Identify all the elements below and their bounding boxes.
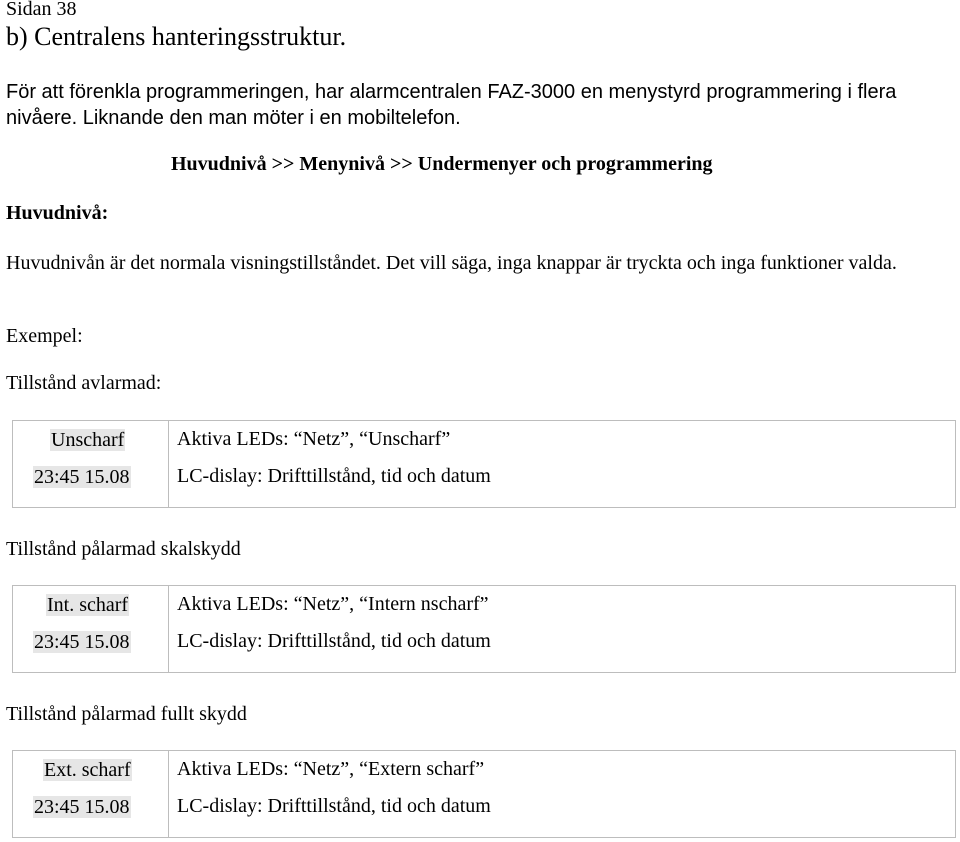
display-line-status: Unscharf [51,429,125,451]
state-label: Tillstånd pålarmad skalskydd [6,538,241,560]
state-box-internal-armed [12,585,956,673]
state-box-external-armed [12,750,956,838]
page-number: Sidan 38 [6,0,77,20]
state-label: Tillstånd avlarmad: [6,372,162,394]
display-line-time: 23:45 15.08 [34,466,130,488]
display-line-status: Ext. scharf [44,759,131,781]
navigation-path: Huvudnivå >> Menynivå >> Undermenyer och programmering [171,153,713,175]
led-info: Aktiva LEDs: “Netz”, “Unscharf” [177,428,451,450]
display-line-time: 23:45 15.08 [34,796,130,818]
lcd-info: LC-dislay: Drifttillstånd, tid och datum [177,465,491,487]
display-line-time: 23:45 15.08 [34,631,130,653]
level-heading: Huvudnivå: [6,202,109,224]
state-label: Tillstånd pålarmad fullt skydd [6,703,247,725]
column-divider [168,421,169,507]
intro-paragraph: För att förenkla programmeringen, har alarmcentralen FAZ-3000 en menystyrd programmering i flera nivåere. Liknande den man möter i en mobiltelefon. [6,81,897,129]
state-box-disarmed [12,420,956,508]
level-description: Huvudnivån är det normala visningstillståndet. Det vill säga, inga knappar är tryckta och inga funktioner valda. [6,252,897,274]
lcd-info: LC-dislay: Drifttillstånd, tid och datum [177,795,491,817]
column-divider [168,751,169,837]
display-line-status: Int. scharf [47,594,129,616]
example-label: Exempel: [6,325,83,347]
led-info: Aktiva LEDs: “Netz”, “Extern scharf” [177,758,485,780]
section-title: b) Centralens hanteringsstruktur. [6,22,347,51]
column-divider [168,586,169,672]
lcd-info: LC-dislay: Drifttillstånd, tid och datum [177,630,491,652]
led-info: Aktiva LEDs: “Netz”, “Intern nscharf” [177,593,489,615]
